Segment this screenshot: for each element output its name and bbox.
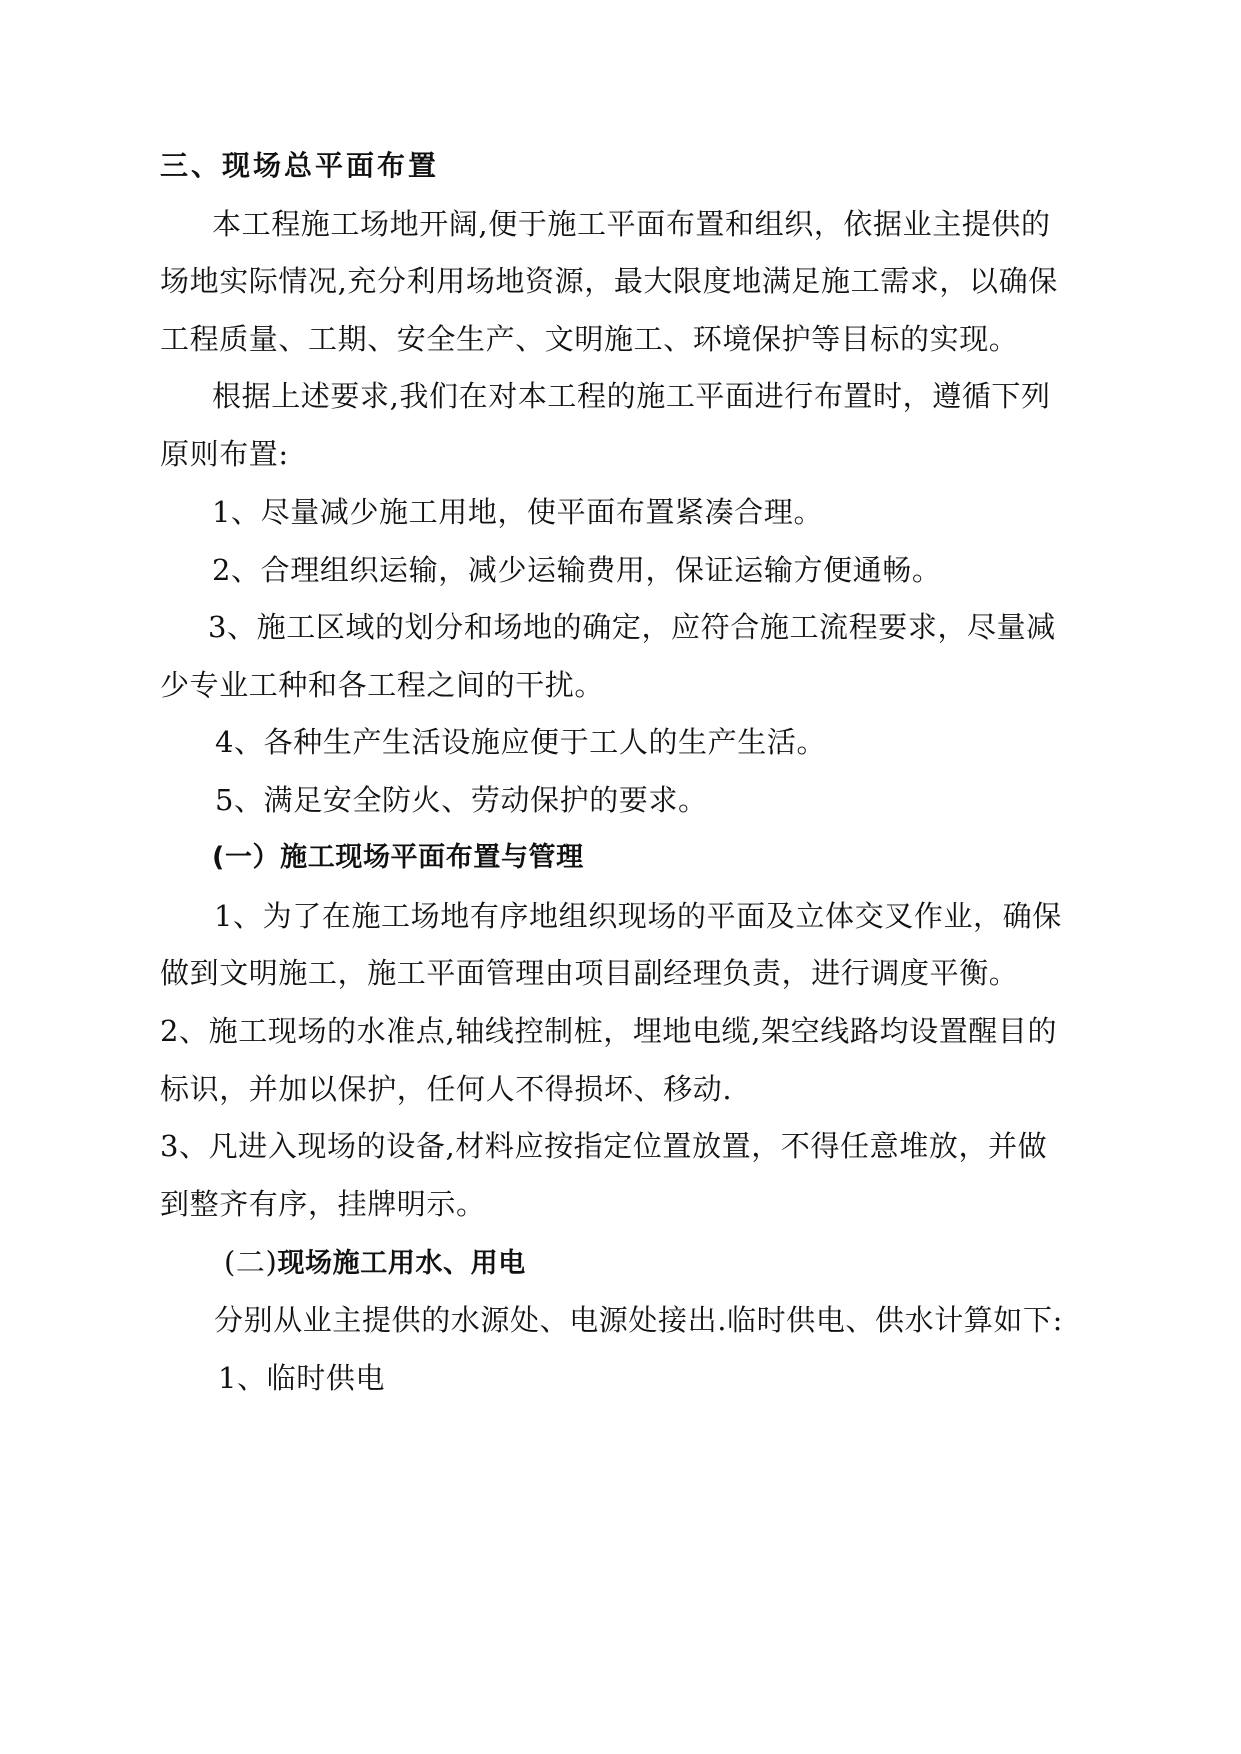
section-2-body: 分别从业主提供的水源处、电源处接出.临时供电、供水计算如下:: [214, 1303, 1063, 1337]
intro-line-3: 工程质量、工期、安全生产、文明施工、环境保护等目标的实现。: [160, 322, 1019, 356]
principle-item-3-cont: 少专业工种和各工程之间的干扰。: [160, 668, 605, 702]
principle-item-3: 3、施工区域的划分和场地的确定，应符合施工流程要求，尽量减: [208, 610, 1056, 644]
section-1-line-6: 到整齐有序，挂牌明示。: [160, 1187, 486, 1221]
principle-item-4: 4、各种生产生活设施应便于工人的生产生活。: [215, 725, 827, 759]
section-2-item-1: 1、临时供电: [218, 1361, 386, 1395]
main-heading: 三、现场总平面布置: [160, 149, 440, 182]
section-2-title: 现场施工用水、用电: [277, 1248, 526, 1279]
intro-line-1: 本工程施工场地开阔,便于施工平面布置和组织，依据业主提供的: [212, 207, 1051, 241]
principle-item-1: 1、尽量减少施工用地，使平面布置紧凑合理。: [212, 495, 824, 529]
section-1-line-1: 1、为了在施工场地有序地组织现场的平面及立体交叉作业，确保: [214, 899, 1062, 933]
principle-line-2: 原则布置:: [160, 437, 289, 471]
section-1-line-4: 标识，并加以保护，任何人不得损坏、移动.: [160, 1072, 733, 1106]
section-1-line-5: 3、凡进入现场的设备,材料应按指定位置放置，不得任意堆放，并做: [160, 1129, 1048, 1163]
principle-item-5: 5、满足安全防火、劳动保护的要求。: [215, 783, 708, 817]
principle-item-2: 2、合理组织运输，减少运输费用，保证运输方便通畅。: [212, 553, 942, 587]
principle-line-1: 根据上述要求,我们在对本工程的施工平面进行布置时，遵循下列: [212, 379, 1051, 413]
section-1-line-2: 做到文明施工，施工平面管理由项目副经理负责，进行调度平衡。: [160, 956, 1019, 990]
section-1-title: (一）施工现场平面布置与管理: [212, 842, 584, 873]
intro-line-2: 场地实际情况,充分利用场地资源，最大限度地满足施工需求，以确保: [160, 264, 1058, 298]
section-1-line-3: 2、施工现场的水准点,轴线控制桩，埋地电缆,架空线路均设置醒目的: [160, 1014, 1058, 1048]
section-2-heading: [224, 1244, 526, 1282]
section-2-prefix: (二): [224, 1245, 278, 1279]
